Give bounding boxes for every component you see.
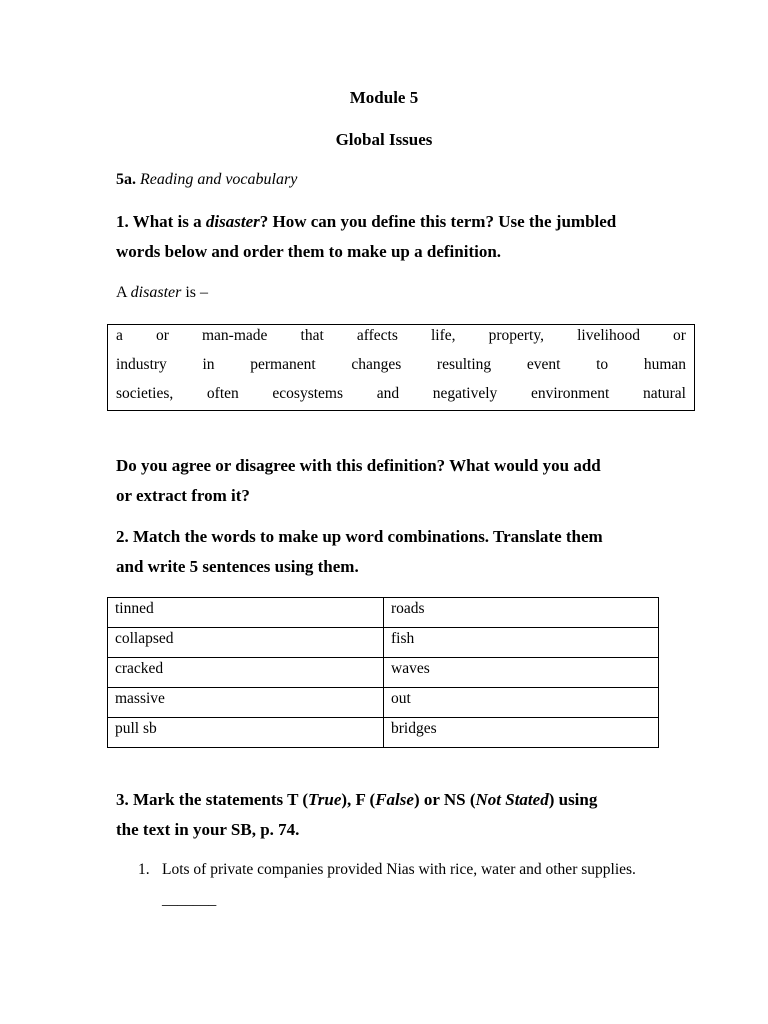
q3-false-word: False (375, 790, 414, 809)
jumbled-word: that (300, 327, 324, 344)
section-title: Global Issues (335, 130, 433, 149)
table-cell-right: bridges (384, 718, 659, 748)
q1-term: disaster (205, 212, 260, 231)
subsection-number: 5a. (116, 171, 136, 188)
jumbled-word: industry (116, 356, 167, 373)
jumbled-line (116, 385, 686, 403)
definition-term: disaster (130, 284, 182, 301)
q1-followup-line1: Do you agree or disagree with this definition? What would you add (116, 456, 601, 475)
jumbled-line (116, 327, 686, 345)
table-cell-right: waves (384, 658, 659, 688)
jumbled-word: often (206, 385, 239, 402)
table-cell-left: tinned (108, 598, 384, 628)
jumbled-word: or (673, 327, 686, 344)
table-cell-left: collapsed (108, 628, 384, 658)
q3-prompt-part: ) or NS ( (413, 790, 476, 809)
q1-prompt-line1 (116, 212, 616, 232)
q2-prompt-line1: 2. Match the words to make up word combinations. Translate them (116, 527, 603, 546)
table-row (108, 658, 659, 688)
jumbled-word: affects (356, 327, 398, 344)
q1-prompt-part: ? How can you define this term? Use the jumbled (259, 212, 617, 231)
q2-prompt-line2: and write 5 sentences using them. (116, 557, 359, 576)
module-title: Module 5 (349, 88, 419, 107)
subsection-heading (116, 171, 297, 189)
table-cell-left: pull sb (108, 718, 384, 748)
q3-prompt-line1 (116, 790, 597, 810)
jumbled-word: societies, (116, 385, 174, 402)
definition-part: A (116, 284, 131, 301)
definition-part: is – (181, 284, 209, 301)
jumbled-word: natural (642, 385, 686, 402)
jumbled-word: life, (430, 327, 456, 344)
jumbled-word: human (643, 356, 686, 373)
table-row (108, 688, 659, 718)
table-row (108, 718, 659, 748)
statement-number: 1. (138, 861, 150, 878)
q1-prompt-line2: words below and order them to make up a definition. (116, 242, 502, 261)
jumbled-word: environment (530, 385, 610, 402)
jumbled-word: or (155, 327, 169, 344)
jumbled-word: ecosystems (272, 385, 344, 402)
table-row (108, 628, 659, 658)
table-row (108, 598, 659, 628)
jumbled-word: and (376, 385, 400, 402)
jumbled-word: man-made (202, 327, 268, 344)
q3-prompt-line2: the text in your SB, p. 74. (116, 820, 300, 839)
q3-prompt-part: ) using (548, 790, 598, 809)
jumbled-word: negatively (432, 385, 498, 402)
jumbled-word: permanent (250, 356, 316, 373)
q3-ns-word: Not Stated (475, 790, 549, 809)
jumbled-word: livelihood (577, 327, 640, 344)
q1-followup-line2: or extract from it? (116, 486, 250, 505)
statement-text: Lots of private companies provided Nias with rice, water and other supplies. _______ (162, 861, 636, 908)
jumbled-line (116, 356, 686, 374)
statement-item (138, 855, 658, 915)
table-cell-right: out (384, 688, 659, 718)
jumbled-word: changes (351, 356, 402, 373)
q3-prompt-part: 3. Mark the statements T ( (116, 790, 309, 809)
jumbled-word: in (202, 356, 215, 373)
q3-prompt-part: ), F ( (341, 790, 376, 809)
table-cell-left: massive (108, 688, 384, 718)
definition-stem (116, 284, 208, 302)
jumbled-word: resulting (436, 356, 492, 373)
q3-true-word: True (308, 790, 342, 809)
table-cell-left: cracked (108, 658, 384, 688)
jumbled-word: property, (488, 327, 544, 344)
jumbled-word: to (596, 356, 609, 373)
table-cell-right: roads (384, 598, 659, 628)
word-combination-table (107, 597, 659, 748)
subsection-name: Reading and vocabulary (140, 171, 298, 188)
q1-prompt-part: 1. What is a (116, 212, 206, 231)
jumbled-word: event (526, 356, 561, 373)
jumbled-word: a (116, 327, 123, 344)
jumbled-words-box (107, 324, 695, 411)
table-cell-right: fish (384, 628, 659, 658)
